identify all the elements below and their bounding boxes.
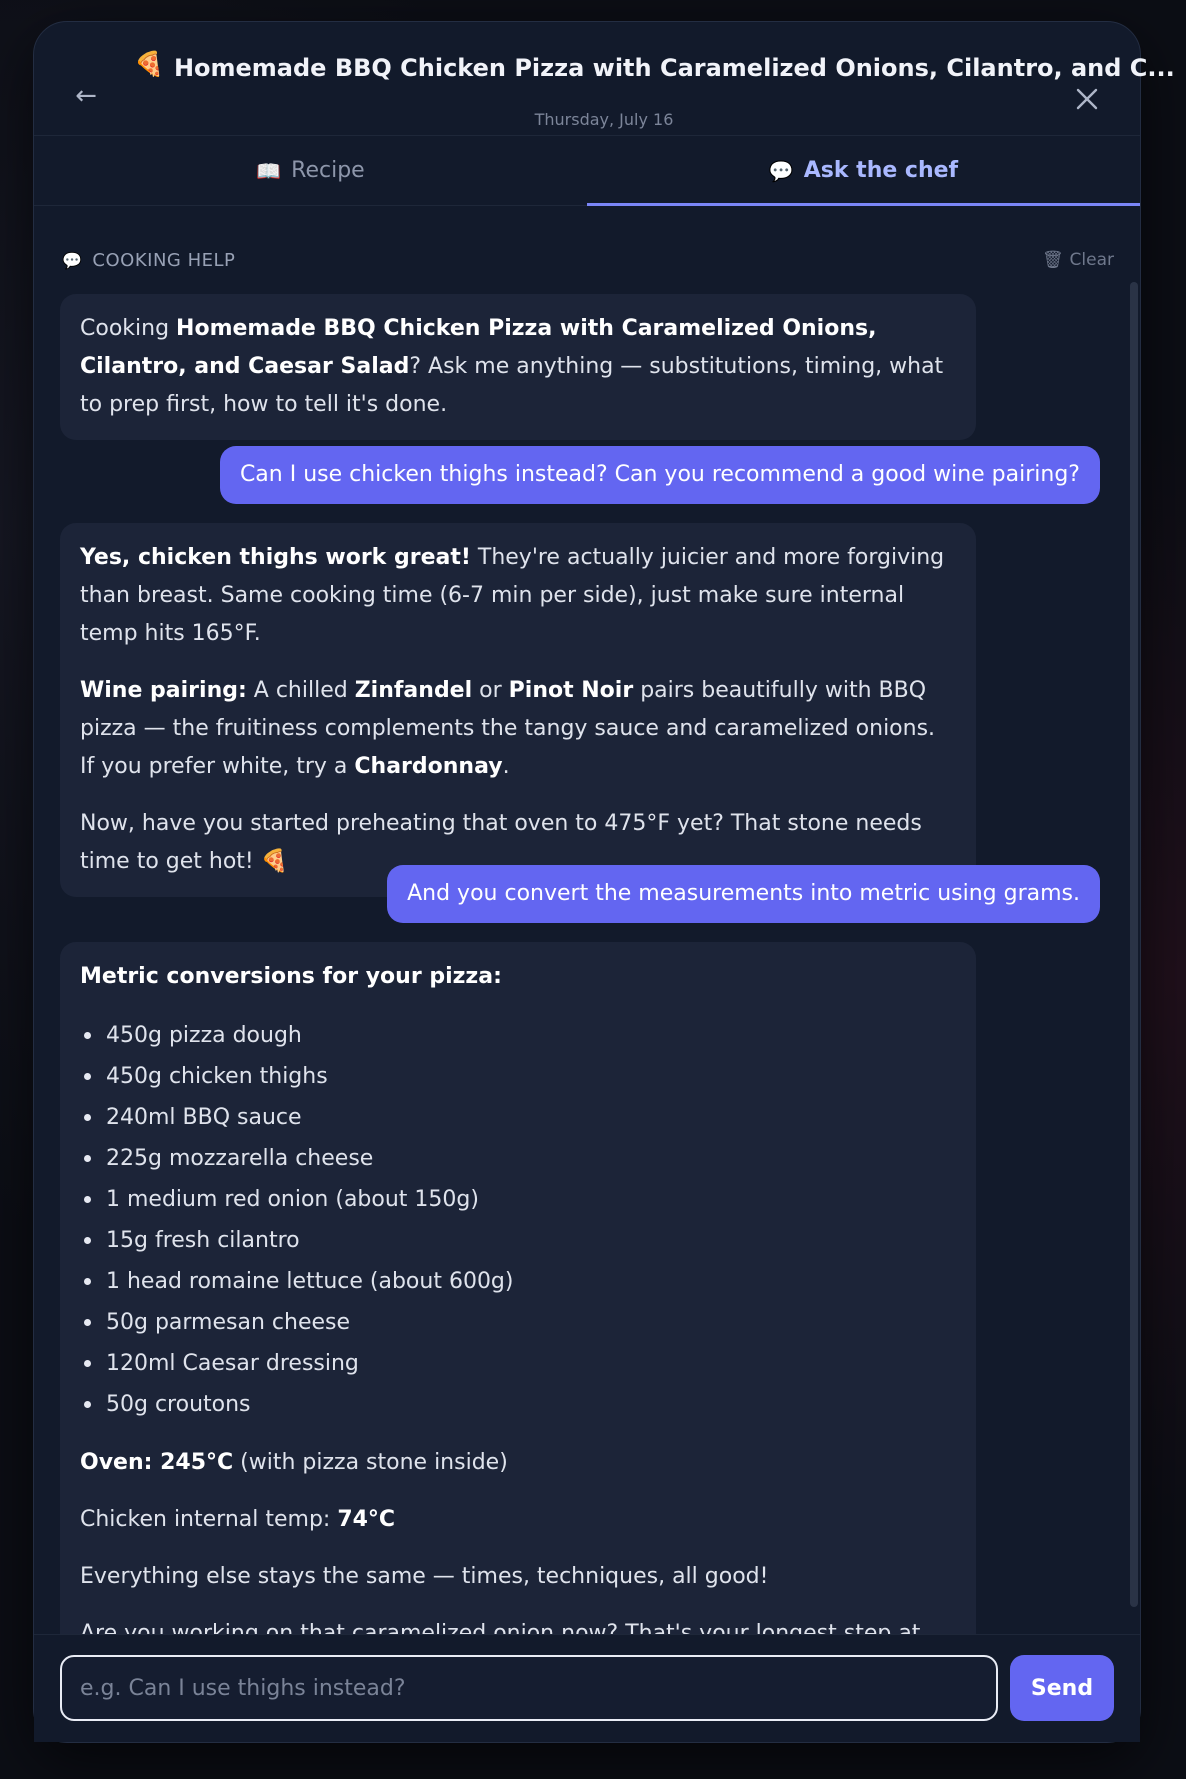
text-span: pairs beautifully with BBQ pizza — the fruitiness complements the tangy sauce and caramelized onions. If you prefer white, try a — [80, 678, 936, 779]
tab-bar — [34, 136, 1140, 206]
assistant-message — [60, 523, 976, 897]
section-label — [62, 250, 235, 271]
bold-text: Metric conversions for your pizza: — [80, 964, 502, 989]
assistant-message — [60, 942, 976, 1707]
text-span: . — [502, 754, 510, 779]
recipe-name: Homemade BBQ Chicken Pizza with Caramelized Onions, Cilantro, and Caesar Salad — [80, 316, 877, 379]
message-heading — [80, 958, 956, 996]
tab-recipe-label: Recipe — [291, 158, 365, 183]
text-span: A chilled — [246, 678, 355, 703]
trash-icon: 🗑 — [1041, 250, 1064, 270]
modal-header — [34, 22, 1175, 136]
send-button[interactable]: Send — [1010, 1655, 1114, 1721]
title-row — [124, 50, 1175, 82]
section-title: COOKING HELP — [92, 250, 236, 271]
speech-bubble-icon: 💬 — [62, 251, 83, 270]
tab-ask-the-chef-label: Ask the chef — [803, 158, 959, 183]
list-item: 1 head romaine lettuce (about 600g) — [80, 1261, 956, 1302]
user-message: Can I use chicken thighs instead? Can you recommend a good wine pairing? — [220, 446, 1100, 504]
list-item: 1 medium red onion (about 150g) — [80, 1179, 956, 1220]
chat-input[interactable] — [60, 1655, 998, 1721]
book-icon: 📖 — [256, 158, 282, 183]
tab-recipe[interactable] — [34, 136, 587, 205]
text-span: (with pizza stone inside) — [233, 1450, 508, 1475]
bold-text: Oven: 245°C — [80, 1450, 234, 1475]
pizza-icon: 🍕 — [134, 50, 164, 78]
list-item: 15g fresh cilantro — [80, 1220, 956, 1261]
message-paragraph — [80, 672, 956, 786]
bold-text: Chardonnay — [354, 754, 503, 779]
bold-text: Yes, chicken thighs work great! — [80, 545, 471, 570]
clear-button[interactable] — [1042, 250, 1114, 270]
list-item: 225g mozzarella cheese — [80, 1138, 956, 1179]
list-item: 50g parmesan cheese — [80, 1302, 956, 1343]
text-span: Cooking — [80, 316, 177, 341]
recipe-date: Thursday, July 16 — [534, 110, 674, 129]
text-span: ? Ask me anything — substitutions, timing, what to prep first, how to tell it's done. — [80, 354, 944, 417]
conversion-list — [80, 1015, 956, 1425]
text-span: They're actually juicier and more forgiving than breast. Same cooking time (6-7 min per side), just make sure internal temp hits 165°F. — [80, 545, 945, 646]
clear-label: Clear — [1069, 250, 1114, 270]
message-paragraph: Everything else stays the same — times, techniques, all good! — [80, 1564, 769, 1589]
close-button[interactable] — [1072, 84, 1102, 114]
close-icon — [1072, 84, 1102, 114]
bold-text: Zinfandel — [354, 678, 473, 703]
message-paragraph — [80, 1444, 956, 1482]
bold-text: Pinot Noir — [508, 678, 634, 703]
message-paragraph: Now, have you started preheating that oven to 475°F yet? That stone needs time to get hot! 🍕 — [80, 811, 922, 874]
list-item: 450g chicken thighs — [80, 1056, 956, 1097]
message-paragraph — [80, 1501, 956, 1539]
bold-text: 74°C — [337, 1507, 396, 1532]
recipe-chat-modal — [33, 21, 1175, 1743]
message-paragraph — [80, 539, 956, 653]
bold-text: Wine pairing: — [80, 678, 247, 703]
assistant-message — [60, 294, 976, 440]
section-header — [62, 250, 1114, 272]
list-item: 120ml Caesar dressing — [80, 1343, 956, 1384]
list-item: 240ml BBQ sauce — [80, 1097, 956, 1138]
list-item: 450g pizza dough — [80, 1015, 956, 1056]
recipe-title: Homemade BBQ Chicken Pizza with Caramelized Onions, Cilantro, and C... — [173, 53, 1175, 82]
user-message: And you convert the measurements into metric using grams. — [387, 865, 1100, 923]
message-composer — [34, 1634, 1140, 1742]
text-span: Chicken internal temp: — [80, 1507, 338, 1532]
back-arrow-button[interactable]: ← — [75, 81, 97, 111]
message-text — [80, 310, 956, 424]
text-span: or — [472, 678, 509, 703]
tab-ask-the-chef[interactable] — [587, 136, 1140, 205]
speech-bubble-icon: 💬 — [768, 158, 794, 183]
list-item: 50g croutons — [80, 1384, 956, 1425]
chat-thread — [60, 294, 1134, 1657]
